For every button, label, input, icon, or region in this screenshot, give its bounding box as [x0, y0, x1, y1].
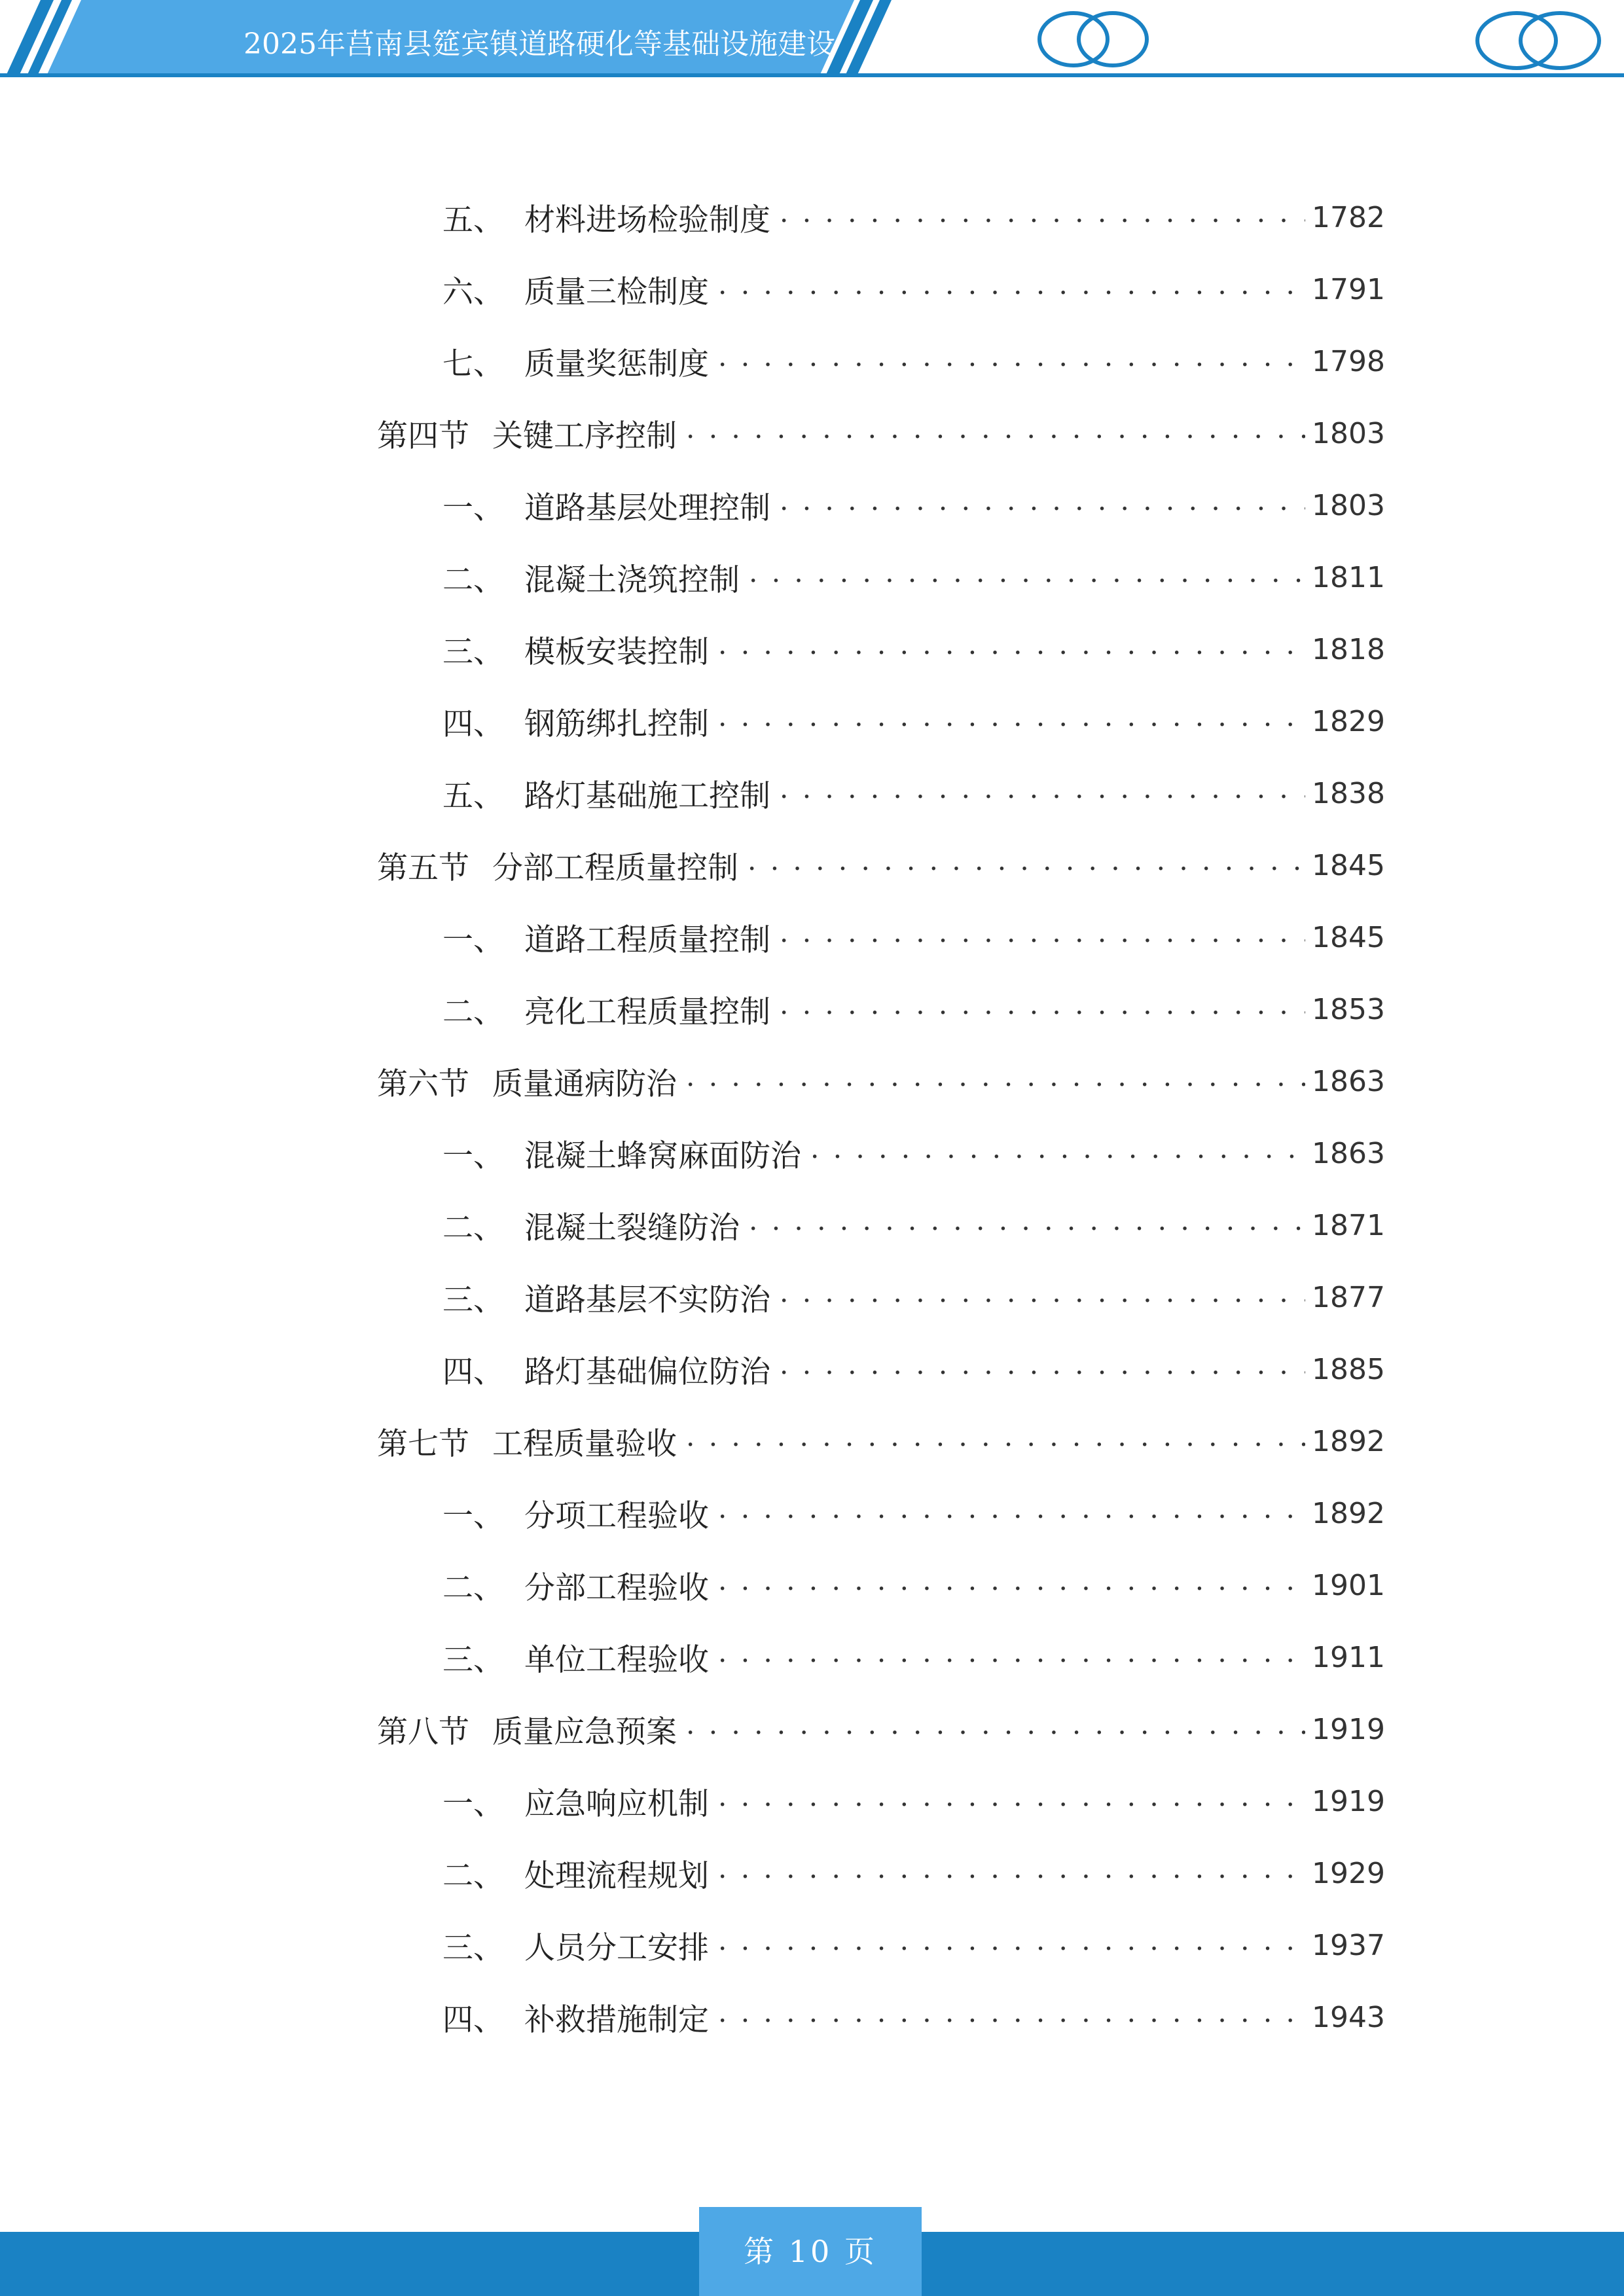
toc-entry[interactable] — [0, 1487, 1385, 1539]
toc-entry-number: 一、 — [442, 1498, 504, 1534]
page-number: 第 10 页 — [699, 2207, 922, 2296]
toc-entry-title: 人员分工安排 — [524, 1929, 709, 1966]
toc-entry-page: 1798 — [1312, 344, 1385, 378]
toc-leader-dots — [718, 1919, 1305, 1971]
header-title: 2025年莒南县筵宾镇道路硬化等基础设施建设 — [244, 27, 835, 61]
toc-entry-title: 分部工程验收 — [524, 1570, 709, 1606]
toc-leader-dots — [780, 1271, 1305, 1323]
toc-leader-dots — [780, 1343, 1305, 1395]
toc-entry-page: 1845 — [1312, 920, 1385, 954]
toc-entry[interactable] — [0, 1631, 1385, 1683]
toc-entry[interactable] — [0, 1343, 1385, 1395]
toc-entry-title: 质量奖惩制度 — [524, 346, 709, 382]
toc-entry-title: 应急响应机制 — [524, 1785, 709, 1822]
toc-entry-page: 1877 — [1312, 1280, 1385, 1314]
toc-entry-page: 1943 — [1312, 2000, 1385, 2034]
toc-leader-dots — [686, 1055, 1305, 1107]
toc-entry-number: 五、 — [442, 778, 504, 814]
toc-entry-number: 一、 — [442, 922, 504, 958]
toc-entry-title: 路灯基础偏位防治 — [524, 1354, 770, 1390]
toc-entry-title: 分部工程质量控制 — [492, 850, 738, 886]
toc-entry[interactable] — [0, 1847, 1385, 1899]
toc-entry-title: 道路基层不实防治 — [524, 1282, 770, 1318]
toc-leader-dots — [718, 695, 1305, 747]
toc-entry-number: 第七节 — [377, 1426, 469, 1462]
toc-leader-dots — [718, 623, 1305, 675]
toc-entry-number: 二、 — [442, 1570, 504, 1606]
toc-entry[interactable] — [0, 911, 1385, 963]
toc-entry-page: 1791 — [1312, 272, 1385, 306]
toc-entry-title: 亮化工程质量控制 — [524, 994, 770, 1030]
page-header — [0, 0, 1624, 85]
toc-leader-dots — [718, 1559, 1305, 1611]
toc-entry-number: 一、 — [442, 1138, 504, 1174]
toc-entry-title: 分项工程验收 — [524, 1498, 709, 1534]
toc-entry-title: 混凝土浇筑控制 — [524, 562, 740, 598]
rings-icon — [1477, 13, 1556, 68]
toc-entry[interactable] — [0, 191, 1385, 243]
toc-entry-page: 1838 — [1312, 776, 1385, 810]
toc-entry[interactable] — [0, 479, 1385, 531]
toc-entry[interactable] — [0, 767, 1385, 819]
toc-entry-number: 五、 — [442, 202, 504, 238]
toc-entry[interactable] — [0, 1559, 1385, 1611]
toc-entry-page: 1937 — [1312, 1928, 1385, 1962]
header-rule — [0, 73, 1624, 77]
toc-leader-dots — [686, 407, 1305, 459]
toc-leader-dots — [718, 1847, 1305, 1899]
toc-entry-title: 质量三检制度 — [524, 274, 709, 310]
toc-entry-number: 一、 — [442, 1785, 504, 1822]
toc-leader-dots — [749, 551, 1305, 603]
toc-leader-dots — [718, 1991, 1305, 2043]
toc-entry[interactable] — [0, 1199, 1385, 1251]
toc-leader-dots — [780, 911, 1305, 963]
toc-entry-title: 关键工序控制 — [492, 418, 677, 454]
toc-entry-title: 模板安装控制 — [524, 634, 709, 670]
toc-entry[interactable] — [0, 623, 1385, 675]
toc-entry-number: 三、 — [442, 634, 504, 670]
toc-entry-page: 1871 — [1312, 1208, 1385, 1242]
toc-entry-title: 钢筋绑扎控制 — [524, 706, 709, 742]
toc-entry-number: 六、 — [442, 274, 504, 310]
toc-entry-title: 工程质量验收 — [492, 1426, 677, 1462]
rings-icon — [1079, 13, 1147, 65]
toc-entry-page: 1885 — [1312, 1352, 1385, 1386]
toc-entry-page: 1919 — [1312, 1784, 1385, 1818]
toc-entry-page: 1863 — [1312, 1136, 1385, 1170]
toc-entry-title: 质量通病防治 — [492, 1066, 677, 1102]
toc-entry[interactable] — [0, 1271, 1385, 1323]
toc-leader-dots — [718, 263, 1305, 315]
toc-entry-page: 1853 — [1312, 992, 1385, 1026]
toc-entry-title: 补救措施制定 — [524, 2001, 709, 2038]
toc-entry-number: 三、 — [442, 1641, 504, 1678]
toc-entry[interactable] — [0, 1055, 1385, 1107]
toc-entry-title: 处理流程规划 — [524, 1857, 709, 1894]
toc-entry-page: 1892 — [1312, 1496, 1385, 1530]
toc-entry[interactable] — [0, 1127, 1385, 1179]
toc-entry[interactable] — [0, 695, 1385, 747]
toc-entry-title: 混凝土蜂窝麻面防治 — [524, 1138, 801, 1174]
toc-entry-page: 1901 — [1312, 1568, 1385, 1602]
toc-entry-page: 1845 — [1312, 848, 1385, 882]
rings-icon — [1521, 13, 1599, 68]
toc-leader-dots — [748, 839, 1305, 891]
toc-entry[interactable] — [0, 1775, 1385, 1827]
toc-entry-title: 道路工程质量控制 — [524, 922, 770, 958]
toc-leader-dots — [749, 1199, 1305, 1251]
toc-entry[interactable] — [0, 263, 1385, 315]
toc-entry-number: 二、 — [442, 1210, 504, 1246]
toc-entry[interactable] — [0, 1919, 1385, 1971]
toc-entry-page: 1829 — [1312, 704, 1385, 738]
toc-leader-dots — [718, 1631, 1305, 1683]
toc-entry-number: 二、 — [442, 562, 504, 598]
toc-entry-number: 三、 — [442, 1929, 504, 1966]
rings-icon — [1039, 13, 1108, 65]
toc-entry[interactable] — [0, 1703, 1385, 1755]
toc-entry-number: 三、 — [442, 1282, 504, 1318]
toc-entry[interactable] — [0, 983, 1385, 1035]
toc-entry-number: 第四节 — [377, 418, 469, 454]
toc-entry-title: 混凝土裂缝防治 — [524, 1210, 740, 1246]
toc-entry-number: 二、 — [442, 1857, 504, 1894]
toc-entry[interactable] — [0, 551, 1385, 603]
toc-leader-dots — [780, 479, 1305, 531]
toc-entry-number: 七、 — [442, 346, 504, 382]
toc-entry-page: 1863 — [1312, 1064, 1385, 1098]
toc-leader-dots — [686, 1703, 1305, 1755]
toc-entry-title: 质量应急预案 — [492, 1713, 677, 1750]
toc-leader-dots — [718, 1487, 1305, 1539]
toc-entry-number: 二、 — [442, 994, 504, 1030]
toc-entry-number: 四、 — [442, 2001, 504, 2038]
toc-entry-page: 1929 — [1312, 1856, 1385, 1890]
toc-entry-page: 1782 — [1312, 200, 1385, 234]
toc-entry-page: 1818 — [1312, 632, 1385, 666]
toc-entry[interactable] — [0, 407, 1385, 459]
toc-entry[interactable] — [0, 839, 1385, 891]
toc-entry-number: 第六节 — [377, 1066, 469, 1102]
toc-entry-number: 四、 — [442, 1354, 504, 1390]
toc-leader-dots — [810, 1127, 1305, 1179]
toc-entry-page: 1892 — [1312, 1424, 1385, 1458]
toc-leader-dots — [780, 767, 1305, 819]
toc-entry-number: 第八节 — [377, 1713, 469, 1750]
toc-entry-page: 1803 — [1312, 416, 1385, 450]
toc-leader-dots — [686, 1415, 1305, 1467]
toc-leader-dots — [718, 1775, 1305, 1827]
toc-leader-dots — [718, 335, 1305, 387]
toc-entry-number: 一、 — [442, 490, 504, 526]
toc-entry[interactable] — [0, 1415, 1385, 1467]
toc-entry-title: 路灯基础施工控制 — [524, 778, 770, 814]
toc-entry-title: 材料进场检验制度 — [524, 202, 770, 238]
toc-entry[interactable] — [0, 1991, 1385, 2043]
toc-entry-page: 1919 — [1312, 1712, 1385, 1746]
toc-entry-title: 单位工程验收 — [524, 1641, 709, 1678]
toc-entry-page: 1911 — [1312, 1640, 1385, 1674]
toc-entry-page: 1811 — [1312, 560, 1385, 594]
toc-entry-title: 道路基层处理控制 — [524, 490, 770, 526]
toc-leader-dots — [780, 983, 1305, 1035]
toc-entry[interactable] — [0, 335, 1385, 387]
toc-entry-page: 1803 — [1312, 488, 1385, 522]
toc-entry-number: 第五节 — [377, 850, 469, 886]
toc-entry-number: 四、 — [442, 706, 504, 742]
toc-leader-dots — [780, 191, 1305, 243]
